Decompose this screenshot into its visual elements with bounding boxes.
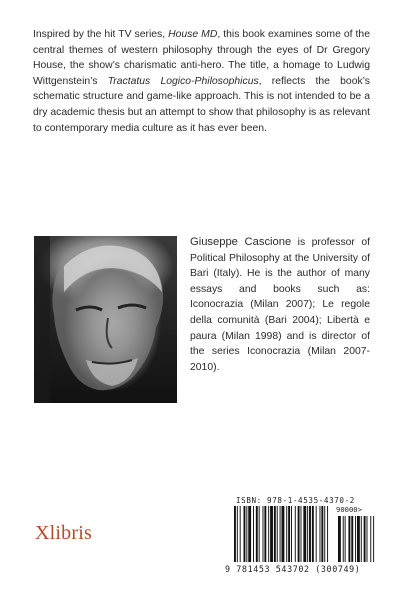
addon-bar bbox=[355, 516, 356, 562]
barcode-bar bbox=[321, 506, 323, 562]
barcode-bar bbox=[237, 506, 238, 562]
barcode-bar bbox=[286, 506, 287, 562]
barcode-bar bbox=[259, 506, 260, 562]
barcode-bar bbox=[327, 506, 328, 562]
barcode-bar bbox=[303, 506, 306, 562]
barcode-bar bbox=[307, 506, 308, 562]
addon-bar bbox=[373, 516, 374, 562]
addon-bar bbox=[370, 516, 371, 562]
barcode-bar bbox=[246, 506, 247, 562]
barcode-bar bbox=[264, 506, 266, 562]
barcode-bar bbox=[268, 506, 269, 562]
isbn-barcode bbox=[234, 506, 376, 562]
author-bio-text: is professor of Political Philosophy at the University of Bari (Italy). He is the author of many essays and books such as: Iconocrazia (Milan 2007); Le regole della comunità (Bari 2004); Libertà e paura (Milan 1998) and is director of the series Iconocrazia (Milan 2007-2010). bbox=[190, 237, 370, 373]
publisher-logo: Xlibris bbox=[35, 522, 92, 544]
addon-bar bbox=[357, 516, 360, 562]
barcode-bar bbox=[263, 506, 264, 562]
barcode-bar bbox=[277, 506, 278, 562]
blurb-text-2: , this book examines some of the central themes of western philosophy through the eyes of Dr Gregory House, the show’s charismatic anti-hero. The title, a homage to Ludwig Wittgenstein’s bbox=[33, 29, 370, 87]
addon-bar bbox=[348, 516, 350, 562]
barcode-bar bbox=[324, 506, 325, 562]
addon-bar bbox=[351, 516, 353, 562]
barcode-bar bbox=[248, 506, 251, 562]
barcode-bar bbox=[295, 506, 296, 562]
addon-bar bbox=[361, 516, 362, 562]
barcode-bar bbox=[309, 506, 311, 562]
barcode-bar bbox=[280, 506, 281, 562]
addon-bar bbox=[345, 516, 346, 562]
barcode-bar bbox=[316, 506, 317, 562]
barcode-bar bbox=[301, 506, 302, 562]
addon-bar bbox=[367, 516, 368, 562]
barcode-bar bbox=[253, 506, 254, 562]
barcode-bar bbox=[288, 506, 290, 562]
barcode-bar bbox=[312, 506, 314, 562]
barcode-bar bbox=[298, 506, 300, 562]
barcode-bar bbox=[282, 506, 285, 562]
barcode-bar bbox=[244, 506, 246, 562]
barcode-bar bbox=[270, 506, 273, 562]
blurb-text-1: Inspired by the hit TV series, bbox=[33, 29, 169, 40]
barcode-bar bbox=[256, 506, 258, 562]
barcode-bar bbox=[291, 506, 292, 562]
price-addon-label: 90000> bbox=[336, 505, 362, 514]
barcode-bar bbox=[240, 506, 241, 562]
author-name: Giuseppe Cascione bbox=[190, 236, 292, 248]
isbn-label: ISBN: 978-1-4535-4370-2 bbox=[236, 496, 355, 505]
show-title: House MD bbox=[168, 29, 218, 40]
barcode-bar bbox=[320, 506, 321, 562]
addon-bar bbox=[343, 516, 344, 562]
addon-bar bbox=[338, 516, 341, 562]
author-photo bbox=[34, 236, 177, 403]
work-title: Tractatus Logico-Philosophicus bbox=[107, 75, 259, 87]
back-cover-blurb bbox=[33, 27, 370, 136]
author-bio bbox=[190, 235, 370, 375]
barcode-bar bbox=[234, 506, 236, 562]
barcode-bar bbox=[274, 506, 276, 562]
barcode-digits: 9 781453 543702 (300749) bbox=[225, 564, 361, 574]
blurb-text-3: , reflects the book’s schematic structure and game-like approach. This is not intended to be a dry academic thesis but an attempt to show that philosophy is as relevant to contemporary media culture as it has ever been. bbox=[33, 75, 370, 134]
addon-bar bbox=[364, 516, 366, 562]
